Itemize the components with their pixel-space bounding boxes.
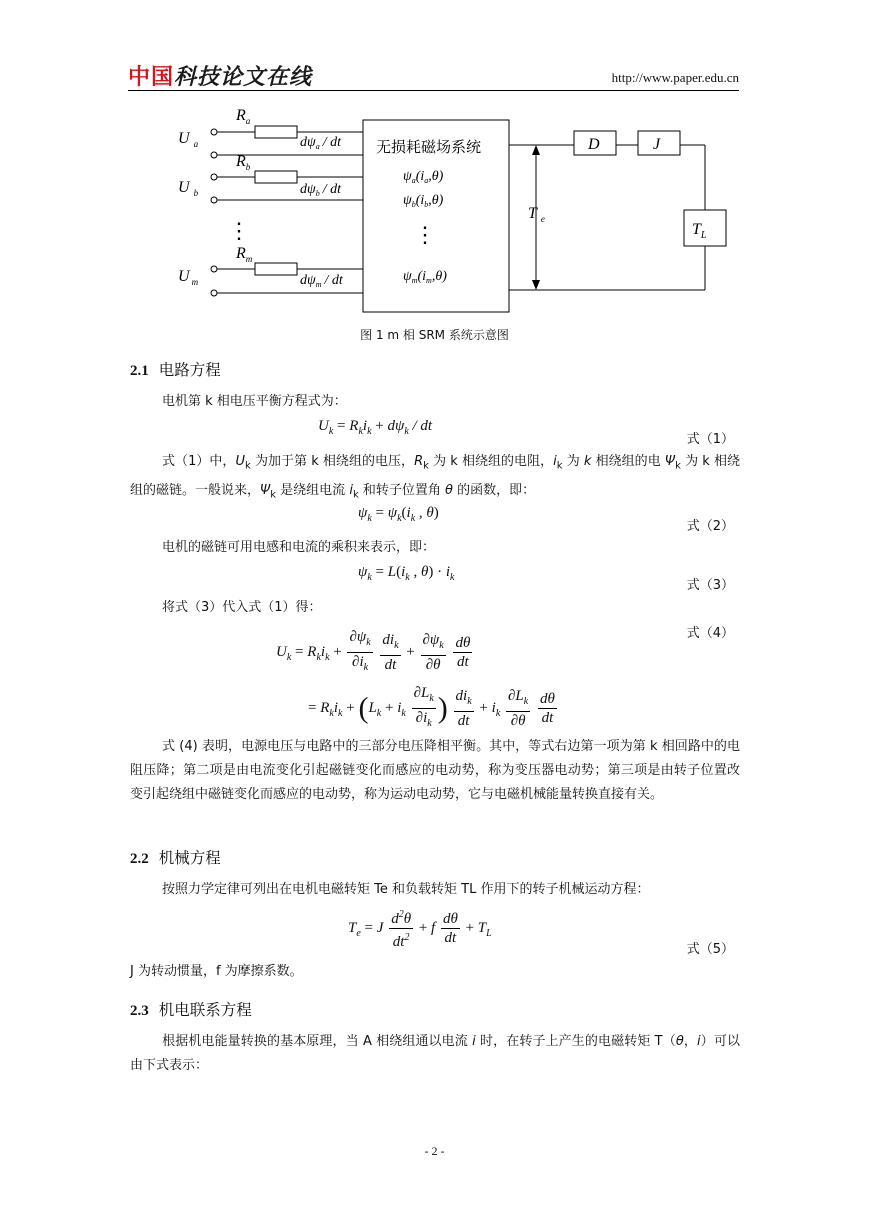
label-ra: $R_a$ xyxy=(236,107,251,126)
equation-4-line-2: = $R_ki_k + (L_k + i_k$ $\frac{\partial L_k}{\partial i_k}$ ) $\frac{di_k}{dt}$ + $i_k$ $\frac{\partial L_k}{\partial\theta}$ $\frac{d\theta}{dt}$ xyxy=(308,685,555,729)
section-heading-2-2 xyxy=(130,846,221,868)
paragraph-flux-intro: 电机的磁链可用电感和电流的乘积来表示，即： xyxy=(162,540,436,555)
equation-2-label: 式（2） xyxy=(686,519,734,534)
logo-black-text: 科技论文在线 xyxy=(174,65,313,90)
label-dpsi-m: $d\psi_m$ / dt xyxy=(300,273,343,289)
header-rule xyxy=(128,90,739,91)
label-d: D xyxy=(588,136,600,153)
vdots-left: ⋮ xyxy=(228,218,250,243)
equation-3-label: 式（3） xyxy=(686,578,734,593)
header-url: http://www.paper.edu.cn xyxy=(611,70,739,85)
logo-red-text: 中国 xyxy=(128,65,175,90)
section-heading-2-3 xyxy=(130,998,252,1020)
equation-1-label: 式（1） xyxy=(686,432,734,447)
label-rb: $R_b$ xyxy=(236,153,251,172)
label-rm: $R_m$ xyxy=(236,245,253,264)
label-dpsi-a: $d\psi_a$ / dt xyxy=(300,135,341,151)
paragraph-electromech-intro: 根据机电能量转换的基本原理，当 A 相绕组通以电流 i 时，在转子上产生的电磁转矩 T（θ，i）可以由下式表示： xyxy=(130,1034,740,1073)
label-psi-b: $\psi_b(i_b,\theta)$ xyxy=(403,193,444,209)
paragraph-mech-intro: 按照力学定律可列出在电机电磁转矩 Te 和负载转矩 TL 作用下的转子机械运动方程： xyxy=(162,882,650,897)
paragraph-substitute: 将式（3）代入式（1）得： xyxy=(162,600,322,615)
label-um: U $_m$ xyxy=(178,268,199,287)
label-j: J xyxy=(653,136,661,153)
label-ua: U $_a$ xyxy=(178,130,199,149)
box-title: 无损耗磁场系统 xyxy=(376,140,482,156)
paragraph-mech-params: J 为转动惯量，f 为摩擦系数。 xyxy=(130,964,303,979)
paragraph-eq4-explain: 式 (4) 表明，电源电压与电路中的三部分电压降相平衡。其中，等式右边第一项为第 k 相回路中的电阻压降；第二项是由电流变化引起磁链变化而感应的电动势，称为变压器电动势；第三项是由转子位置改变引起绕组中磁链变化而感应的电动势，称为运动电动势，它与电磁机械能量转换直接有关。 xyxy=(130,739,740,802)
equation-1: $U_k = R_ki_k + d\psi_k$ / dt xyxy=(318,418,433,437)
vdots-box: ⋮ xyxy=(414,222,436,247)
srm-system-diagram xyxy=(160,100,740,322)
label-psi-a: $\psi_a(i_a,\theta)$ xyxy=(403,169,444,185)
section-title: 电路方程 xyxy=(158,361,221,379)
figure-caption: 图 1 m 相 SRM 系统示意图 xyxy=(360,328,509,342)
label-te: T $_e$ xyxy=(528,205,545,224)
label-tl: $T_L$ xyxy=(692,221,707,241)
section-number: 2.1 xyxy=(130,363,149,379)
paragraph-voltage-intro xyxy=(130,390,740,414)
section-title: 机电联系方程 xyxy=(158,1001,252,1019)
equation-5-label: 式（5） xyxy=(686,942,734,957)
section-title: 机械方程 xyxy=(158,849,221,867)
equation-2: $\psi_k = \psi_k(i_k$ , θ) xyxy=(358,505,439,524)
label-ub: U $_b$ xyxy=(178,179,199,198)
equation-5: $T_e = J$ $\frac{d^2\theta}{dt^2}$ + f $\frac{d\theta}{dt}$ + $T_L$ xyxy=(348,906,492,951)
section-number: 2.3 xyxy=(130,1003,149,1019)
site-logo xyxy=(128,60,312,91)
paragraph-eq1-explain: 式（1）中，$U_k$ 为加于第 k 相绕组的电压，$R_k$ 为 k 相绕组的电阻，$i_k$ 为 k 相绕组的电 $\Psi_k$ 为 k 相绕组的磁链。一般说来，$\Psi_k$ 是绕组电流 $i_k$ 和转子位置角 θ 的函数，即： xyxy=(130,454,740,501)
equation-4-label: 式（4） xyxy=(686,626,734,641)
section-heading-2-1 xyxy=(130,358,221,380)
paragraph-text: 电机第 k 相电压平衡方程式为： xyxy=(162,394,347,409)
label-psi-m: $\psi_m(i_m,\theta)$ xyxy=(403,269,447,285)
page-number: - 2 - xyxy=(424,1144,445,1158)
label-dpsi-b: $d\psi_b$ / dt xyxy=(300,182,341,198)
equation-4-line-1: $U_k = R_ki_k$ + $\frac{\partial\psi_k}{\partial i_k}$ $\frac{di_k}{dt}$ + $\frac{\partial\psi_k}{\partial\theta}$ $\frac{d\theta}{dt}$ xyxy=(276,629,471,673)
section-number: 2.2 xyxy=(130,851,149,867)
equation-3: $\psi_k = L(i_k$ , $\theta) \cdot i_k$ xyxy=(358,564,455,583)
